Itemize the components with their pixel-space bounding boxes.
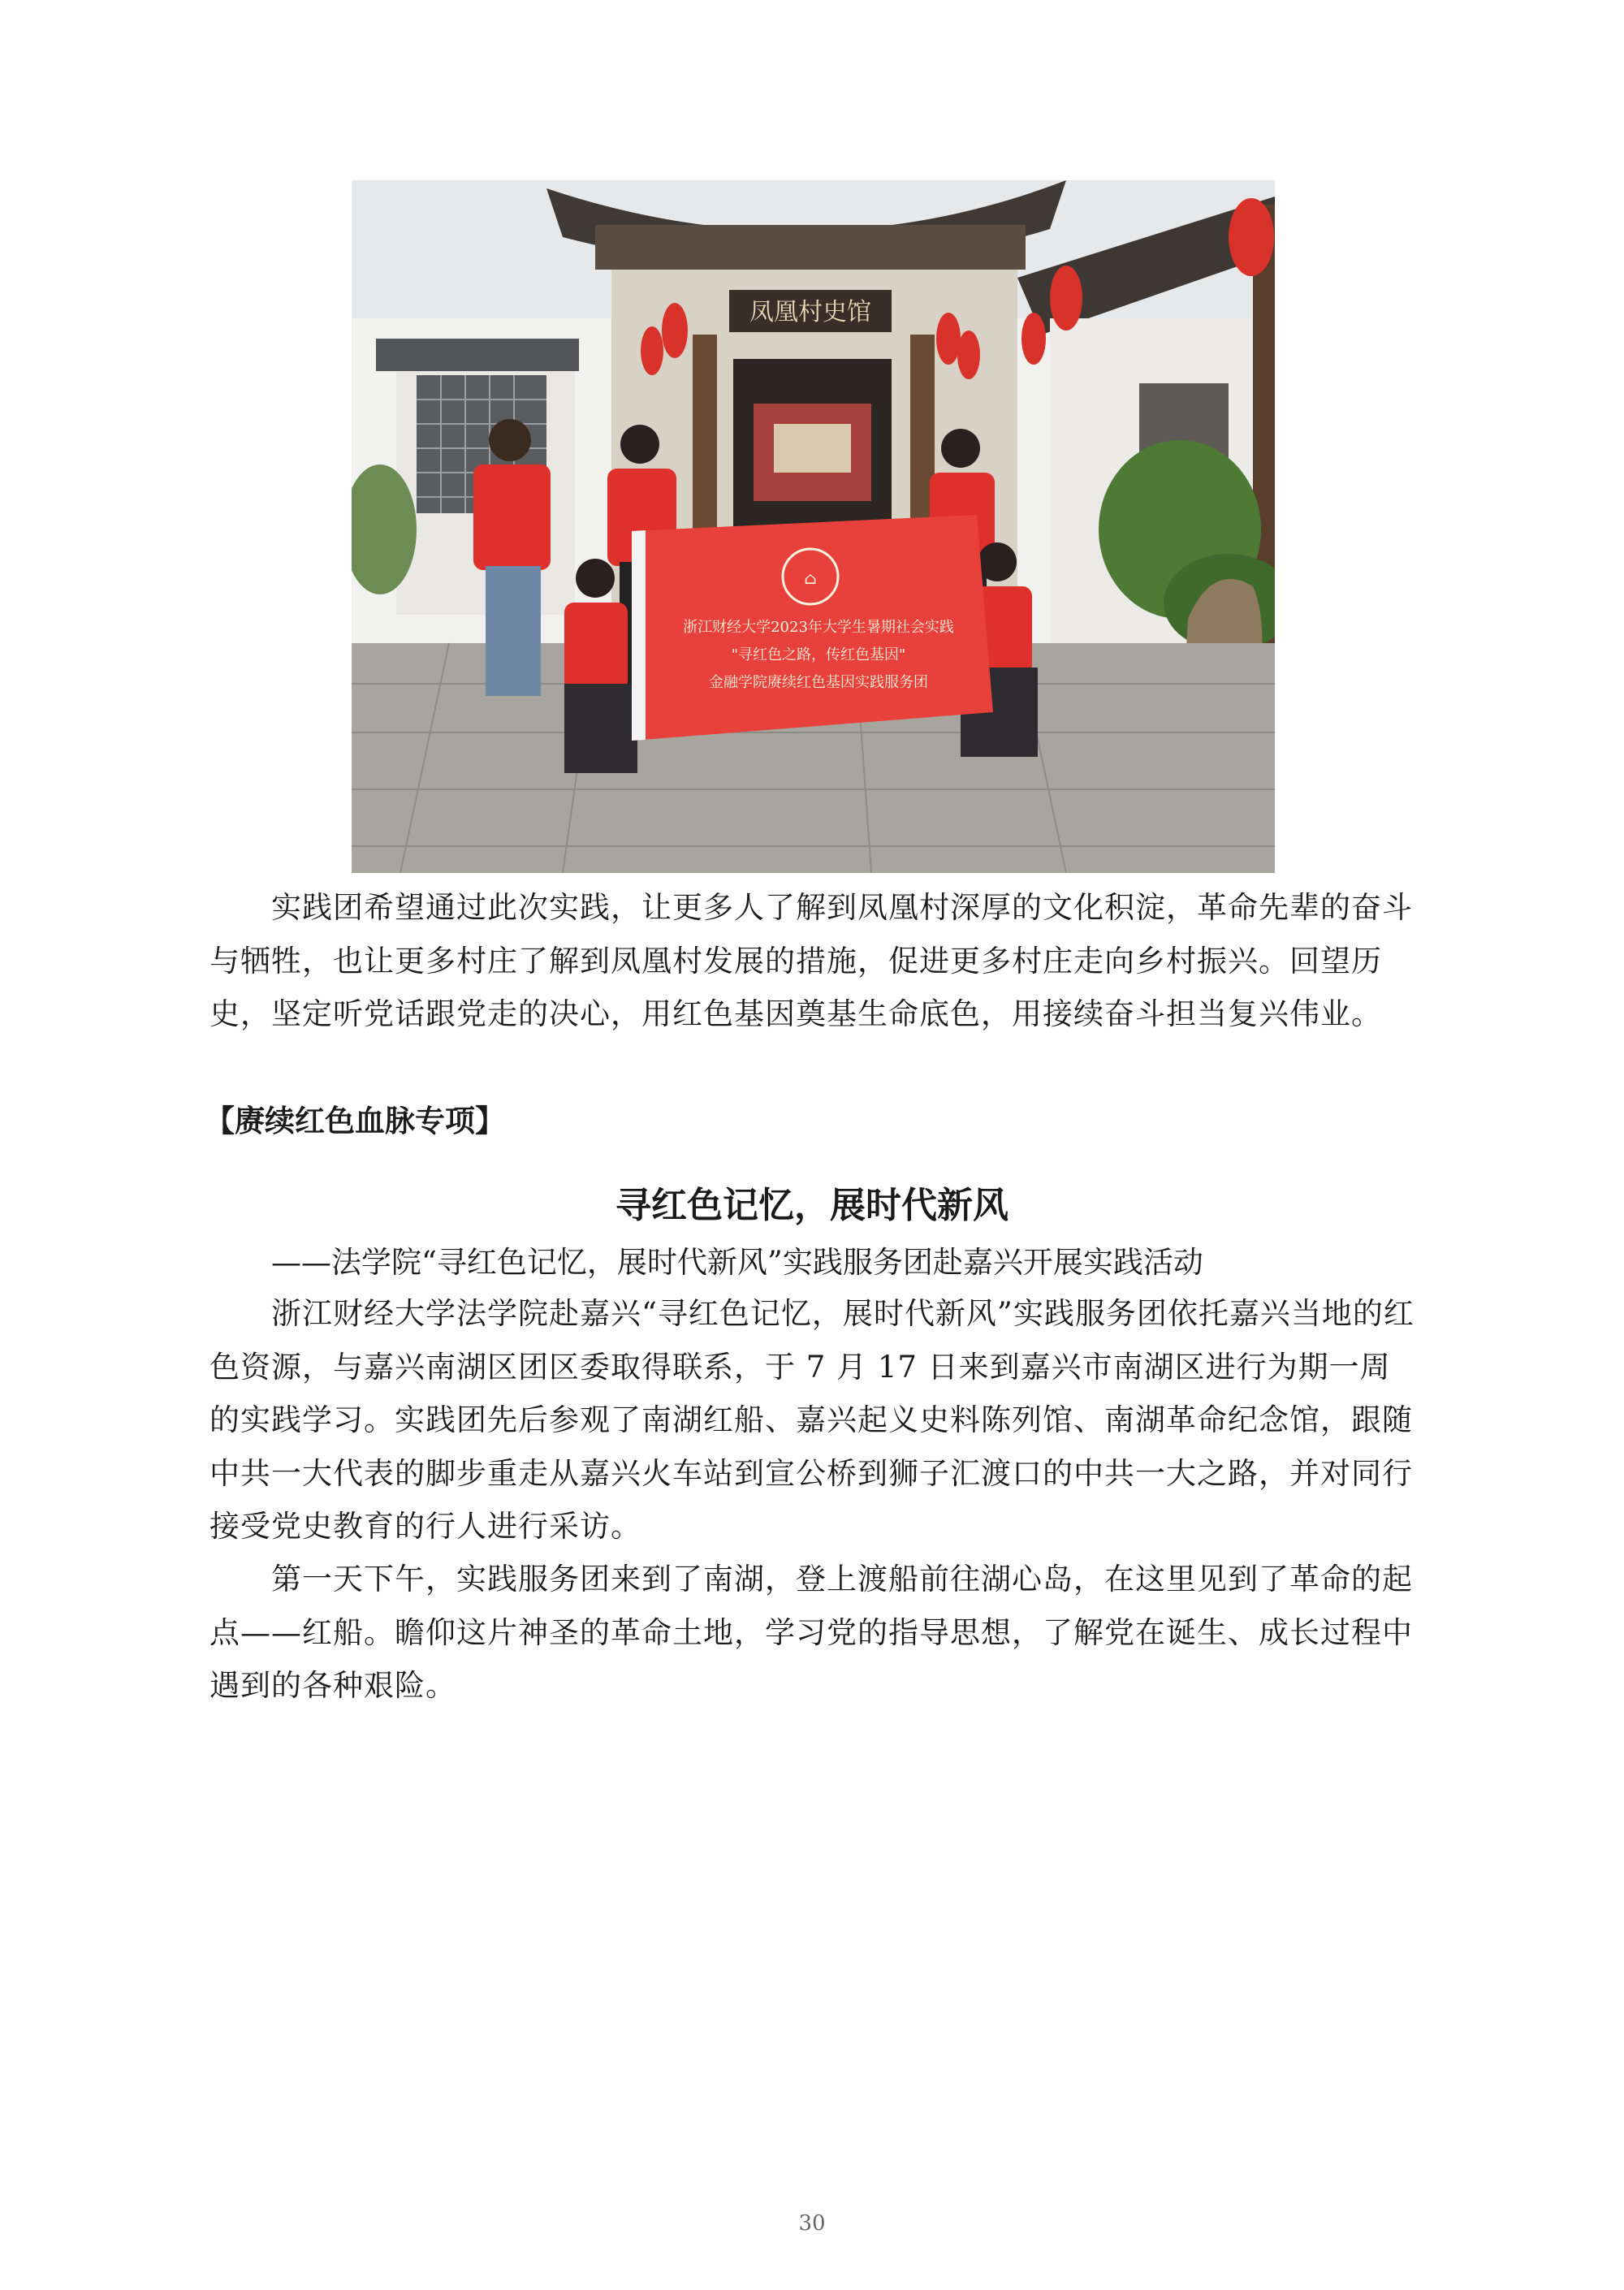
flag-line-2: "寻红色之路，传红色基因": [731, 646, 906, 663]
group-photo: [352, 180, 1275, 873]
museum-sign-text: 凤凰村史馆: [749, 298, 871, 326]
svg-text:⌂: ⌂: [804, 568, 817, 588]
article-title: 寻红色记忆，展时代新风: [615, 1185, 1009, 1226]
paragraph-1-text: 实践团希望通过此次实践，让更多人了解到凤凰村深厚的文化积淀，革命先辈的奋斗与牺牲，也让更多村庄了解到凤凰村发展的措施，促进更多村庄走向乡村振兴。回望历史，坚定听党话跟党走的决心，用红色基因奠基生命底色，用接续奋斗担当复兴伟业。: [209, 890, 1413, 1031]
article-subtitle: ——法学院“寻红色记忆，展时代新风”实践服务团赴嘉兴开展实践活动: [271, 1245, 1203, 1280]
page-number: 30: [798, 2211, 826, 2236]
paragraph-2-text: 浙江财经大学法学院赴嘉兴“寻红色记忆，展时代新风”实践服务团依托嘉兴当地的红色资源，与嘉兴南湖区团区委取得联系，于 7 月 17 日来到嘉兴市南湖区进行为期一周的实践学习。实践团先后参观了南湖红船、嘉兴起义史料陈列馆、南湖革命纪念馆，跟随中共一大代表的脚步重走从嘉兴火车站到宣公桥到狮子汇渡口的中共一大之路，并对同行接受党史教育的行人进行采访。: [209, 1296, 1415, 1544]
flag-line-1: 浙江财经大学2023年大学生暑期社会实践: [683, 619, 954, 636]
paragraph-1: [209, 881, 1416, 1041]
flag-line-3: 金融学院赓续红色基因实践服务团: [709, 674, 928, 691]
paragraph-3: [209, 1553, 1416, 1713]
section-label: 【赓续红色血脉专项】: [205, 1104, 505, 1139]
paragraph-3-text: 第一天下午，实践服务团来到了南湖，登上渡船前往湖心岛，在这里见到了革命的起点——红船。瞻仰这片神圣的革命土地，学习党的指导思想，了解党在诞生、成长过程中遇到的各种艰险。: [209, 1562, 1413, 1703]
paragraph-2: [209, 1287, 1416, 1553]
